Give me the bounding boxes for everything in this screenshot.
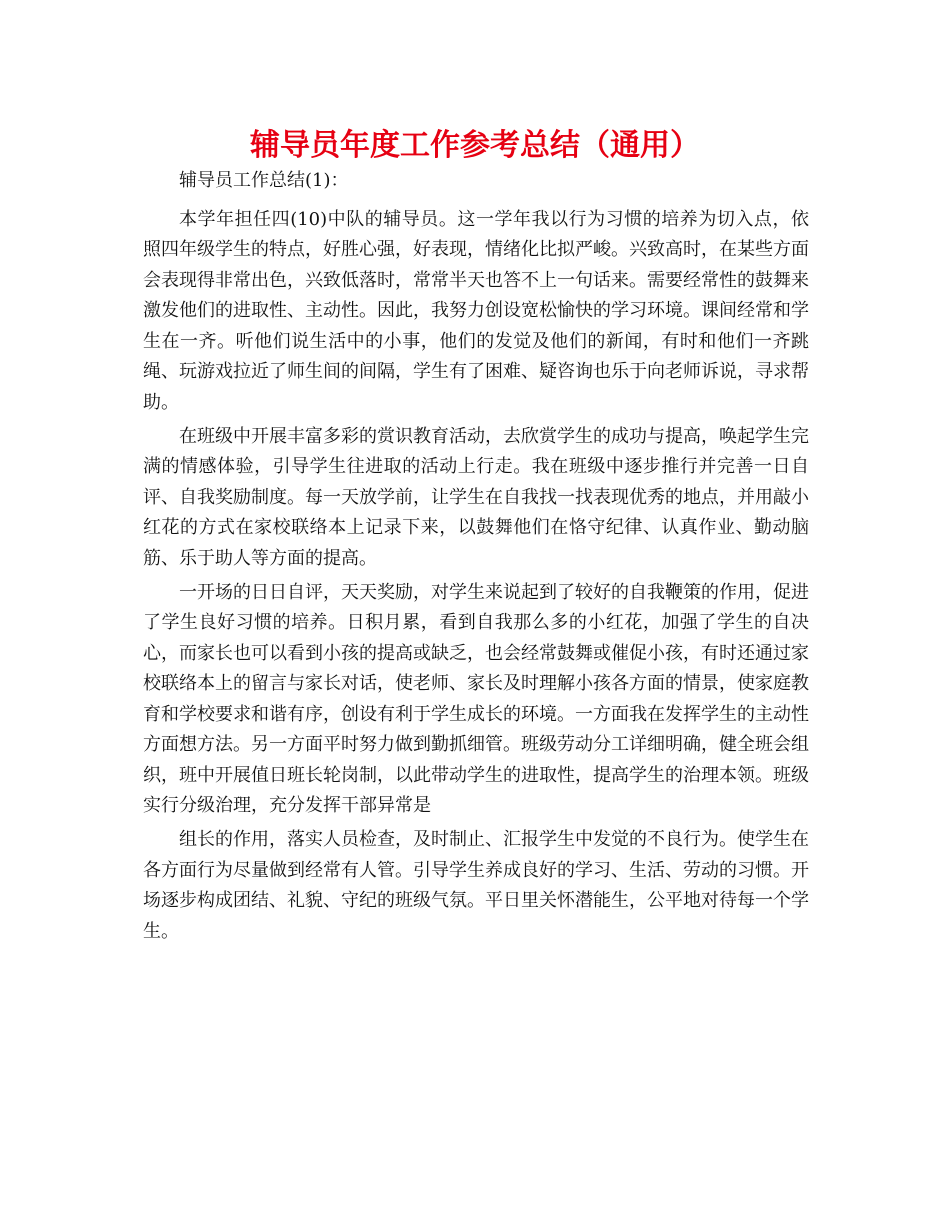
paragraph: 组长的作用，落实人员检查，及时制止、汇报学生中发觉的不良行为。使学生在各方面行为尽量做到经常有人管。引导学生养成良好的学习、生活、劳动的习惯。开场逐步构成团结、礼貌、守纪的班级气氛。平日里关怀潜能生，公平地对待每一个学生。 — [143, 829, 809, 942]
document-title: 辅导员年度工作参考总结（通用） — [250, 128, 700, 163]
document-body — [143, 166, 809, 951]
paragraph: 本学年担任四(10)中队的辅导员。这一学年我以行为习惯的培养为切入点，依照四年级学生的特点，好胜心强，好表现，情绪化比拟严峻。兴致高时，在某些方面会表现得非常出色，兴致低落时，常常半天也答不上一句话来。需要经常性的鼓舞来激发他们的进取性、主动性。因此，我努力创设宽松愉快的学习环境。课间经常和学生在一齐。听他们说生活中的小事，他们的发觉及他们的新闻，有时和他们一齐跳绳、玩游戏拉近了师生间的间隔，学生有了困难、疑咨询也乐于向老师诉说，寻求帮助。 — [143, 208, 809, 413]
paragraph: 一开场的日日自评，天天奖励，对学生来说起到了较好的自我鞭策的作用，促进了学生良好习惯的培养。日积月累，看到自我那么多的小红花，加强了学生的自决心，而家长也可以看到小孩的提高或缺乏，也会经常鼓舞或催促小孩，有时还通过家校联络本上的留言与家长对话，使老师、家长及时理解小孩各方面的情景，使家庭教育和学校要求和谐有序，创设有利于学生成长的环境。一方面我在发挥学生的主动性方面想方法。另一方面平时努力做到勤抓细管。班级劳动分工详细明确，健全班会组织，班中开展值日班长轮岗制，以此带动学生的进取性，提高学生的治理本领。班级实行分级治理，充分发挥干部异常是 — [143, 581, 809, 816]
section-subheading: 辅导员工作总结(1)： — [179, 170, 349, 191]
paragraph: 在班级中开展丰富多彩的赏识教育活动，去欣赏学生的成功与提高，唤起学生完满的情感体验，引导学生往进取的活动上行走。我在班级中逐步推行并完善一日自评、自我奖励制度。每一天放学前，让学生在自我找一找表现优秀的地点，并用敲小红花的方式在家校联络本上记录下来，以鼓舞他们在恪守纪律、认真作业、勤动脑筋、乐于助人等方面的提高。 — [143, 425, 809, 569]
